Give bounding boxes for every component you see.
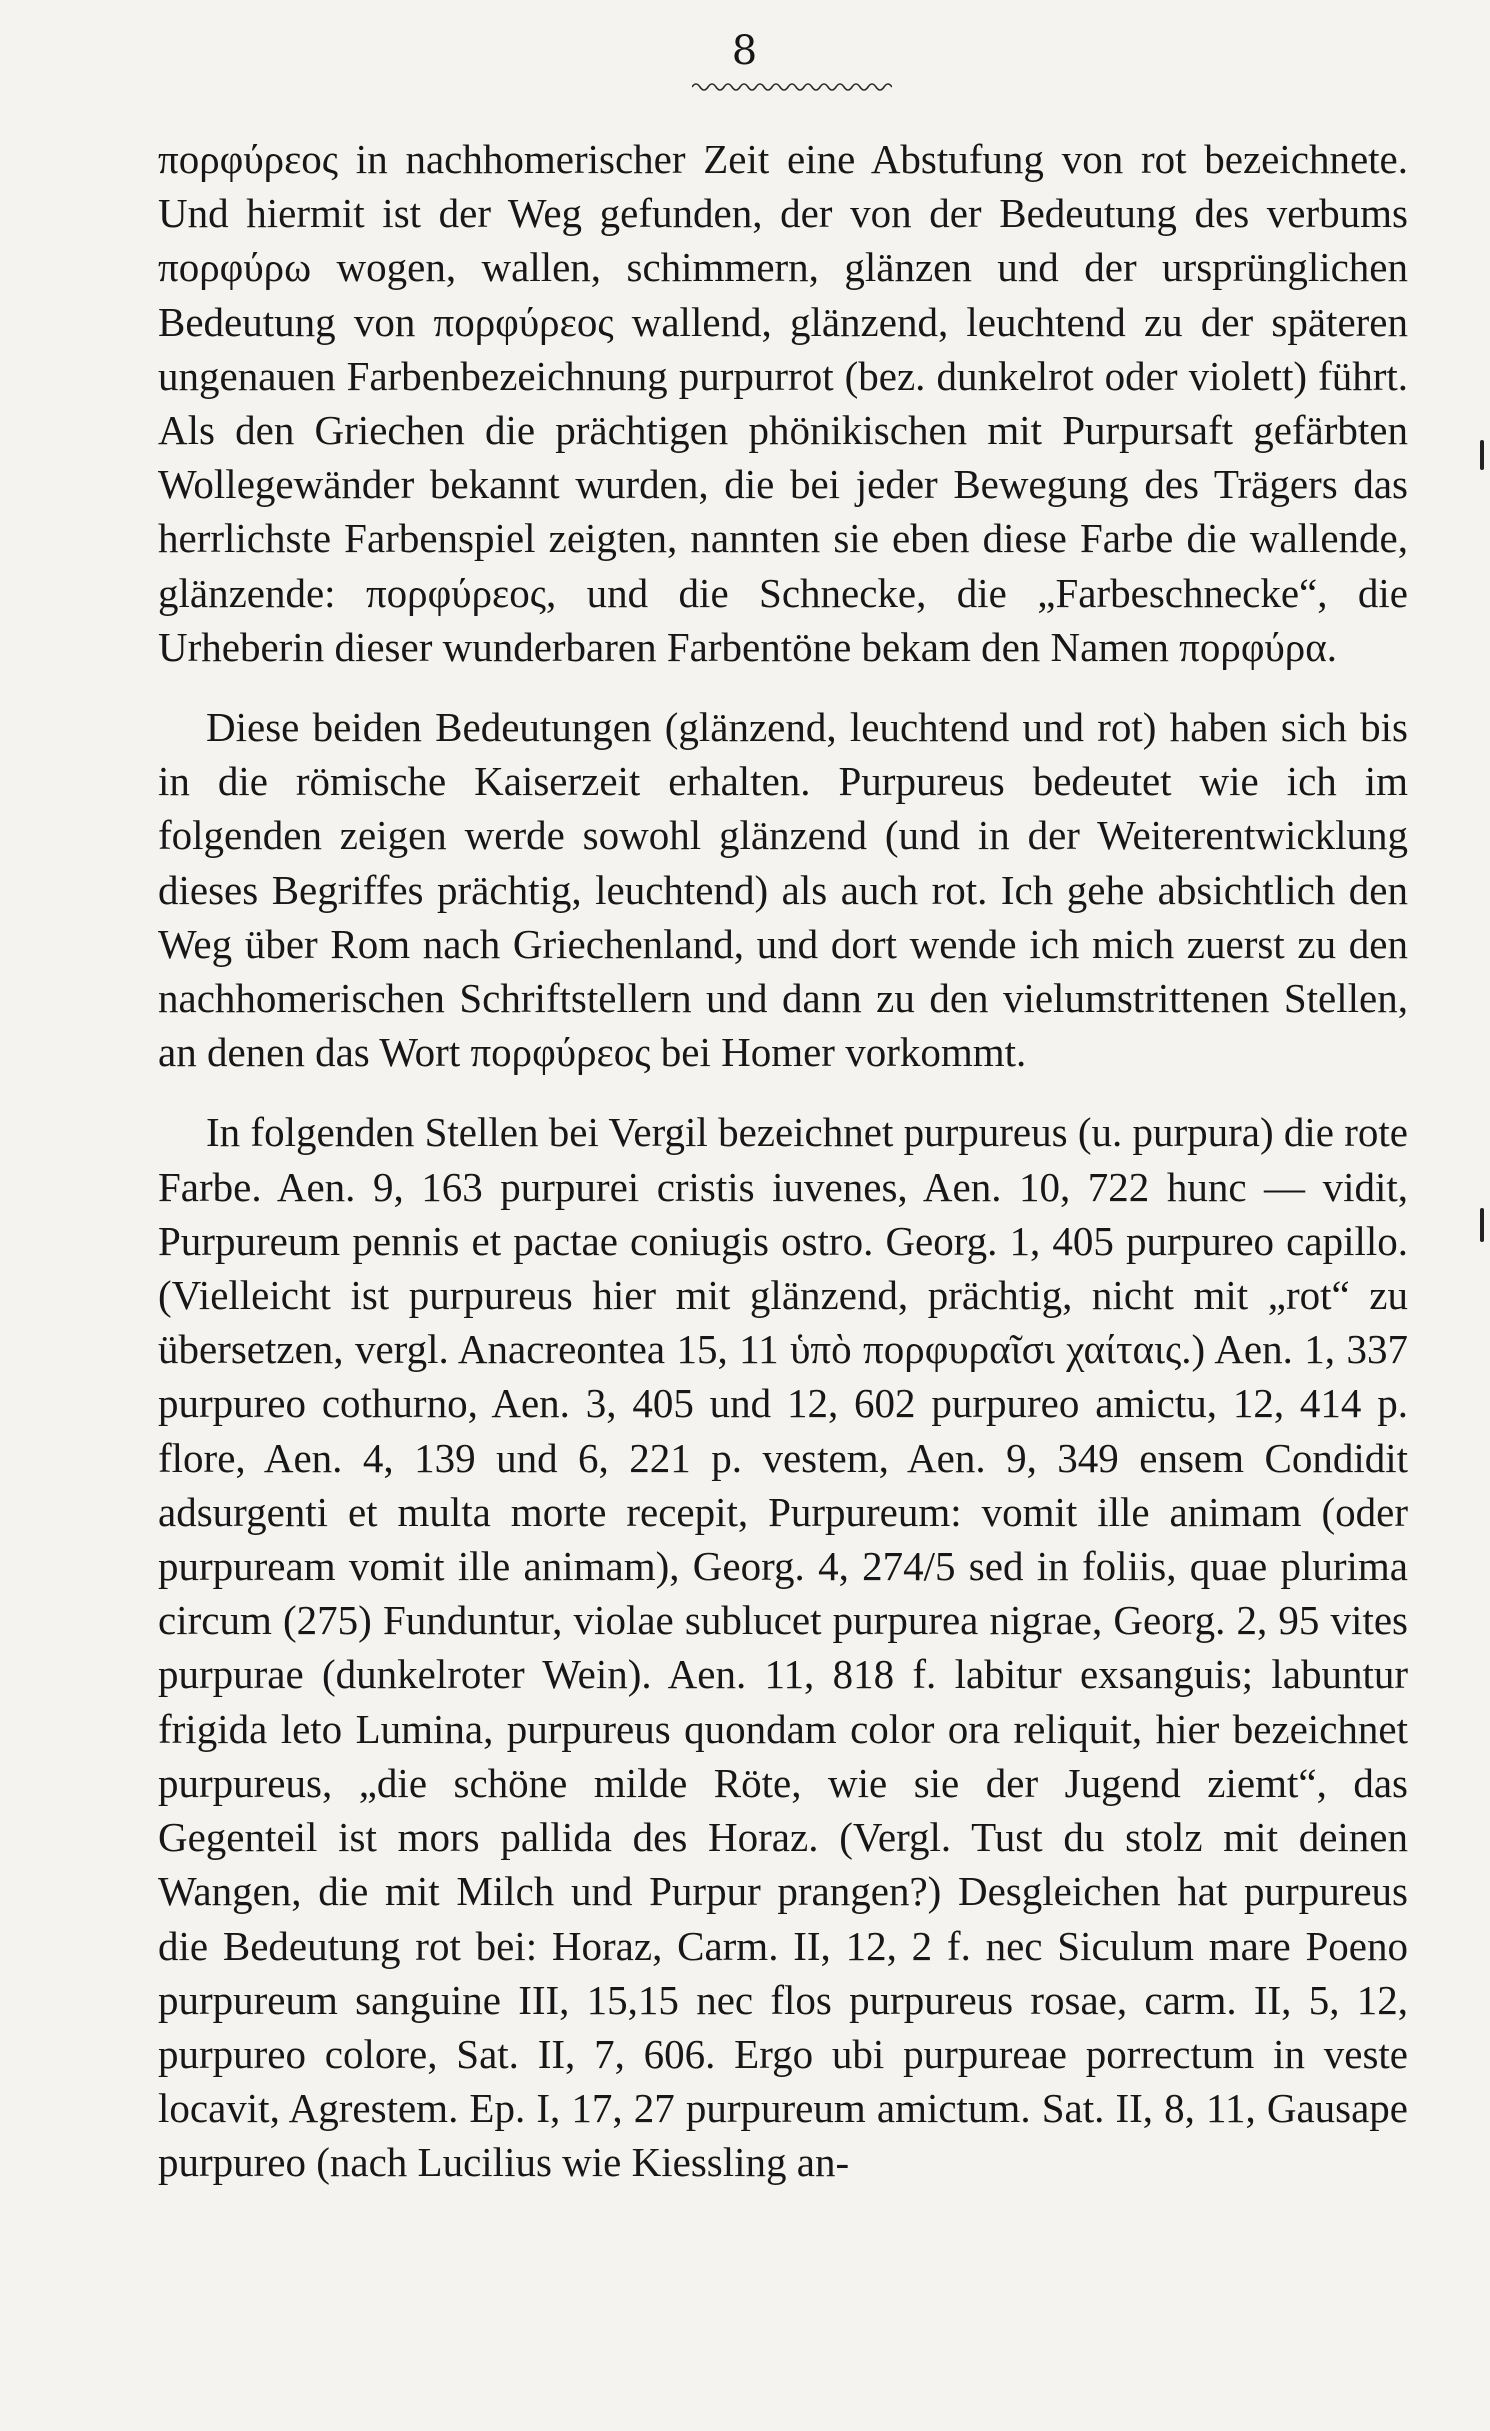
wavy-ornament-divider [692,80,892,94]
paragraph-1: πορφύρεος in nachhomerischer Zeit eine Abstufung von rot bezeichnete. Und hiermit ist der Weg gefunden, der von der Bedeutung des verbums πορφύρω wogen, wallen, schimmern, glänzen und der ursprünglichen Bedeutung von πορφύρεος wallend, glänzend, leuchtend zu der späteren ungenauen Farbenbezeichnung purpurrot (bez. dunkelrot oder violett) führt. Als den Griechen die prächtigen phönikischen mit Purpursaft gefärbten Wollegewänder bekannt wurden, die bei jeder Bewegung des Trägers das herrlichste Farbenspiel zeigten, nannten sie eben diese Farbe die wallende, glänzende: πορφύρεος, und die Schnecke, die „Farbeschnecke“, die Urheberin dieser wunderbaren Farbentöne bekam den Namen πορφύρα. [158,136,1408,670]
page-edge-mark [1480,1208,1484,1242]
body-text [158,132,1408,2190]
page-number: 8 [731,28,759,74]
page-edge-mark [1480,440,1484,470]
paragraph-3: In folgenden Stellen bei Vergil bezeichnet purpureus (u. purpura) die rote Farbe. Aen. 9, 163 purpurei cristis iuvenes, Aen. 10, 722 hunc — vidit, Purpureum pennis et pactae coniugis ostro. Georg. 1, 405 purpureo capillo. (Vielleicht ist purpureus hier mit glänzend, prächtig, nicht mit „rot“ zu übersetzen, vergl. Anacreontea 15, 11 ὑπὸ πορφυραῖσι χαίταις.) Aen. 1, 337 purpureo cothurno, Aen. 3, 405 und 12, 602 purpureo amictu, 12, 414 p. flore, Aen. 4, 139 und 6, 221 p. vestem, Aen. 9, 349 ensem Condidit adsurgenti et multa morte recepit, Purpureum: vomit ille animam (oder purpuream vomit ille animam), Georg. 4, 274/5 sed in foliis, quae plurima circum (275) Funduntur, violae sublucet purpurea nigrae, Georg. 2, 95 vites purpurae (dunkelroter Wein). Aen. 11, 818 f. labitur exsanguis; labuntur frigida leto Lumina, purpureus quondam color ora reliquit, hier bezeichnet purpureus, „die schöne milde Röte, wie sie der Jugend ziemt“, das Gegenteil ist mors pallida des Horaz. (Vergl. Tust du stolz mit deinen Wangen, die mit Milch und Purpur prangen?) Desgleichen hat purpureus die Bedeutung rot bei: Horaz, Carm. II, 12, 2 f. nec Siculum mare Poeno purpureum sanguine III, 15,15 nec flos purpureus rosae, carm. II, 5, 12, purpureo colore, Sat. II, 7, 606. Ergo ubi purpureae porrectum in veste locavit, Agrestem. Ep. I, 17, 27 purpureum amictum. Sat. II, 8, 11, Gausape purpureo (nach Lucilius wie Kiessling an- [158,1109,1408,2186]
paragraph-2: Diese beiden Bedeutungen (glänzend, leuchtend und rot) haben sich bis in die römische Kaiserzeit erhalten. Purpureus bedeutet wie ich im folgenden zeigen werde sowohl glänzend (und in der Weiterentwicklung dieses Begriffes prächtig, leuchtend) als auch rot. Ich gehe absichtlich den Weg über Rom nach Griechenland, und dort wende ich mich zuerst zu den nachhomerischen Schriftstellern und dann zu den vielumstrittenen Stellen, an denen das Wort πορφύρεος bei Homer vorkommt. [158,704,1408,1076]
